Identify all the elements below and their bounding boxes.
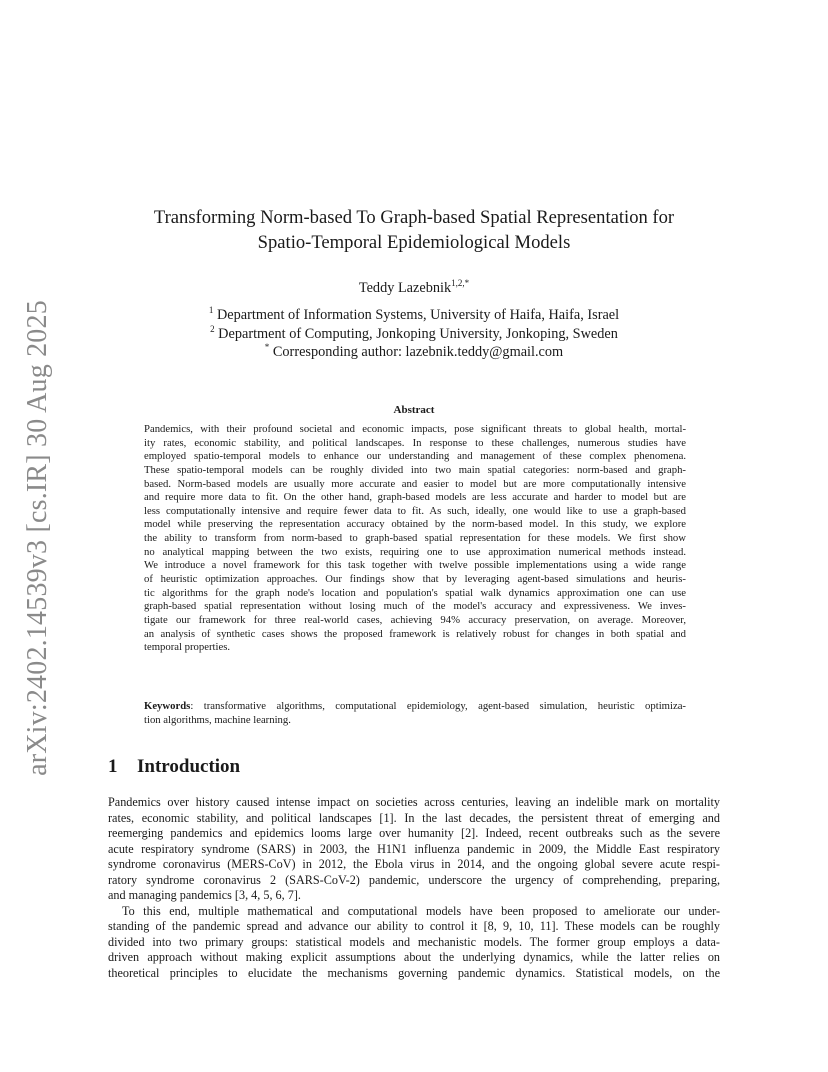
- abstract-line: the ability to transform from norm-based to graph-based spatial representation for these models. We first show: [144, 532, 686, 545]
- abstract-line: less computationally intensive and require fewer data to fit. As such, ideally, one would like to use a graph-based: [144, 504, 686, 517]
- affiliation-mark: *: [264, 342, 270, 353]
- paragraph-line: Pandemics over history caused intense impact on societies across centuries, leaving an indelible mark on mortality: [108, 795, 720, 809]
- abstract-line: no analytical mapping between the two exists, requiring one to use approximation numerical methods instead.: [144, 545, 686, 558]
- arxiv-stamp: [18, 300, 58, 775]
- paper-title: [0, 205, 828, 255]
- abstract-line: ity rates, economic stability, and political landscapes. In response to these challenges, numerous studies have: [144, 436, 686, 449]
- paragraph-line: divided into two primary groups: statistical models and mechanistic models. The former group employs a data-: [108, 934, 720, 949]
- abstract-line: an analysis of synthetic cases shows the proposed framework is relatively robust for changes in both spatial and: [144, 627, 686, 640]
- abstract-line: model while preserving the representation accuracy obtained by the norm-based model. In this study, we explore: [144, 518, 686, 531]
- abstract-line: employed spatio-temporal models to enhance our understanding and management of these complex phenomena.: [144, 450, 686, 463]
- paragraph-line: theoretical principles to elucidate the mechanisms governing pandemic dynamics. Statistical models, on the: [108, 966, 720, 981]
- abstract-body: [144, 423, 686, 655]
- title-line: Spatio-Temporal Epidemiological Models: [257, 232, 571, 253]
- abstract-line: based. Norm-based models are usually more accurate and easier to model but are more computationally intensive: [144, 477, 686, 490]
- paragraph-line: and managing pandemics [3, 4, 5, 6, 7].: [108, 888, 301, 903]
- author-name: Teddy Lazebnik: [358, 280, 452, 296]
- affiliation: [0, 343, 828, 362]
- section-title: Introduction: [137, 756, 241, 777]
- keywords: [144, 700, 686, 727]
- author: [0, 280, 828, 297]
- paragraph-line: To this end, multiple mathematical and computational models have been proposed to ameliorate our under-: [122, 903, 720, 918]
- paragraph-line: driven approach without making explicit assumptions about the underlying dynamics, while the latter relies on: [108, 950, 720, 965]
- keywords-text: tion algorithms, machine learning.: [144, 713, 291, 726]
- abstract-line: tic algorithms for the graph node's location and population's spatial walk dynamics approximation one can use: [144, 586, 686, 599]
- abstract-line: temporal properties.: [144, 641, 231, 654]
- affiliation-text: Department of Information Systems, University of Haifa, Haifa, Israel: [216, 307, 620, 323]
- paragraph-line: ratory syndrome coronavirus 2 (SARS-CoV-2) pandemic, underscore the urgency of comprehending, preparing,: [108, 872, 720, 887]
- paragraph-line: acute respiratory syndrome (SARS) in 2003, the H1N1 influenza pandemic in 2009, the Middle East respiratory: [108, 841, 720, 856]
- abstract-line: We introduce a novel framework for this task together with twelve possible implementations using a wide range: [144, 559, 686, 572]
- affiliation-text: Corresponding author: lazebnik.teddy@gmail.com: [272, 344, 564, 360]
- affiliation-text: Department of Computing, Jonkoping University, Jonkoping, Sweden: [218, 325, 618, 342]
- paragraph-line: rates, economic stability, and political landscapes [1]. In the last decades, the persistent threat of emerging and: [108, 810, 720, 825]
- abstract-heading: Abstract: [393, 404, 435, 416]
- abstract-line: graph-based spatial representation without losing much of the model's accuracy and expressiveness. We inves-: [144, 600, 686, 613]
- paragraph-line: standing of the pandemic spread and advance our ability to control it [8, 9, 10, 11]. These models can be roughly: [108, 919, 720, 934]
- paragraph-line: reemerging pandemics and epidemics looms large over humanity [2]. Indeed, recent outbreaks such as the severe: [108, 826, 720, 841]
- affiliation-mark: 2: [210, 323, 215, 334]
- affiliations: [0, 306, 828, 362]
- abstract-line: These spatio-temporal models can be roughly divided into two main spatial categories: norm-based and graph-: [144, 463, 686, 476]
- paragraph-line: syndrome coronavirus (MERS-CoV) in 2012, the Ebola virus in 2014, and the ongoing global severe acute respi-: [108, 857, 720, 872]
- affiliation: [0, 306, 828, 325]
- keywords-text: : transformative algorithms, computational epidemiology, agent-based simulation, heuristic optimiza-: [190, 700, 686, 712]
- keywords-label: Keywords: [144, 700, 191, 712]
- author-marks: 1,2,*: [451, 278, 470, 289]
- title-line: Transforming Norm-based To Graph-based Spatial Representation for: [153, 207, 675, 228]
- affiliation: [0, 325, 828, 344]
- affiliation-mark: 1: [208, 305, 214, 316]
- abstract-line: tigate our framework for three real-world cases, achieving 94% accuracy preservation, on average. Moreover,: [144, 613, 686, 626]
- section-number: 1: [108, 756, 118, 777]
- abstract-line: Pandemics, with their profound societal and economic impacts, pose significant threats to global health, mortal-: [144, 423, 686, 435]
- section-heading: [108, 756, 240, 778]
- arxiv-identifier: arXiv:2402.14539v3 [cs.IR] 30 Aug 2025: [22, 299, 53, 776]
- abstract-line: of heuristic optimization approaches. Our findings show that by leveraging agent-based simulations and heuris-: [144, 573, 686, 586]
- introduction-body: [108, 795, 720, 982]
- abstract-line: and require more data to fit. On the other hand, graph-based models are less accurate and harder to model but are: [144, 491, 686, 504]
